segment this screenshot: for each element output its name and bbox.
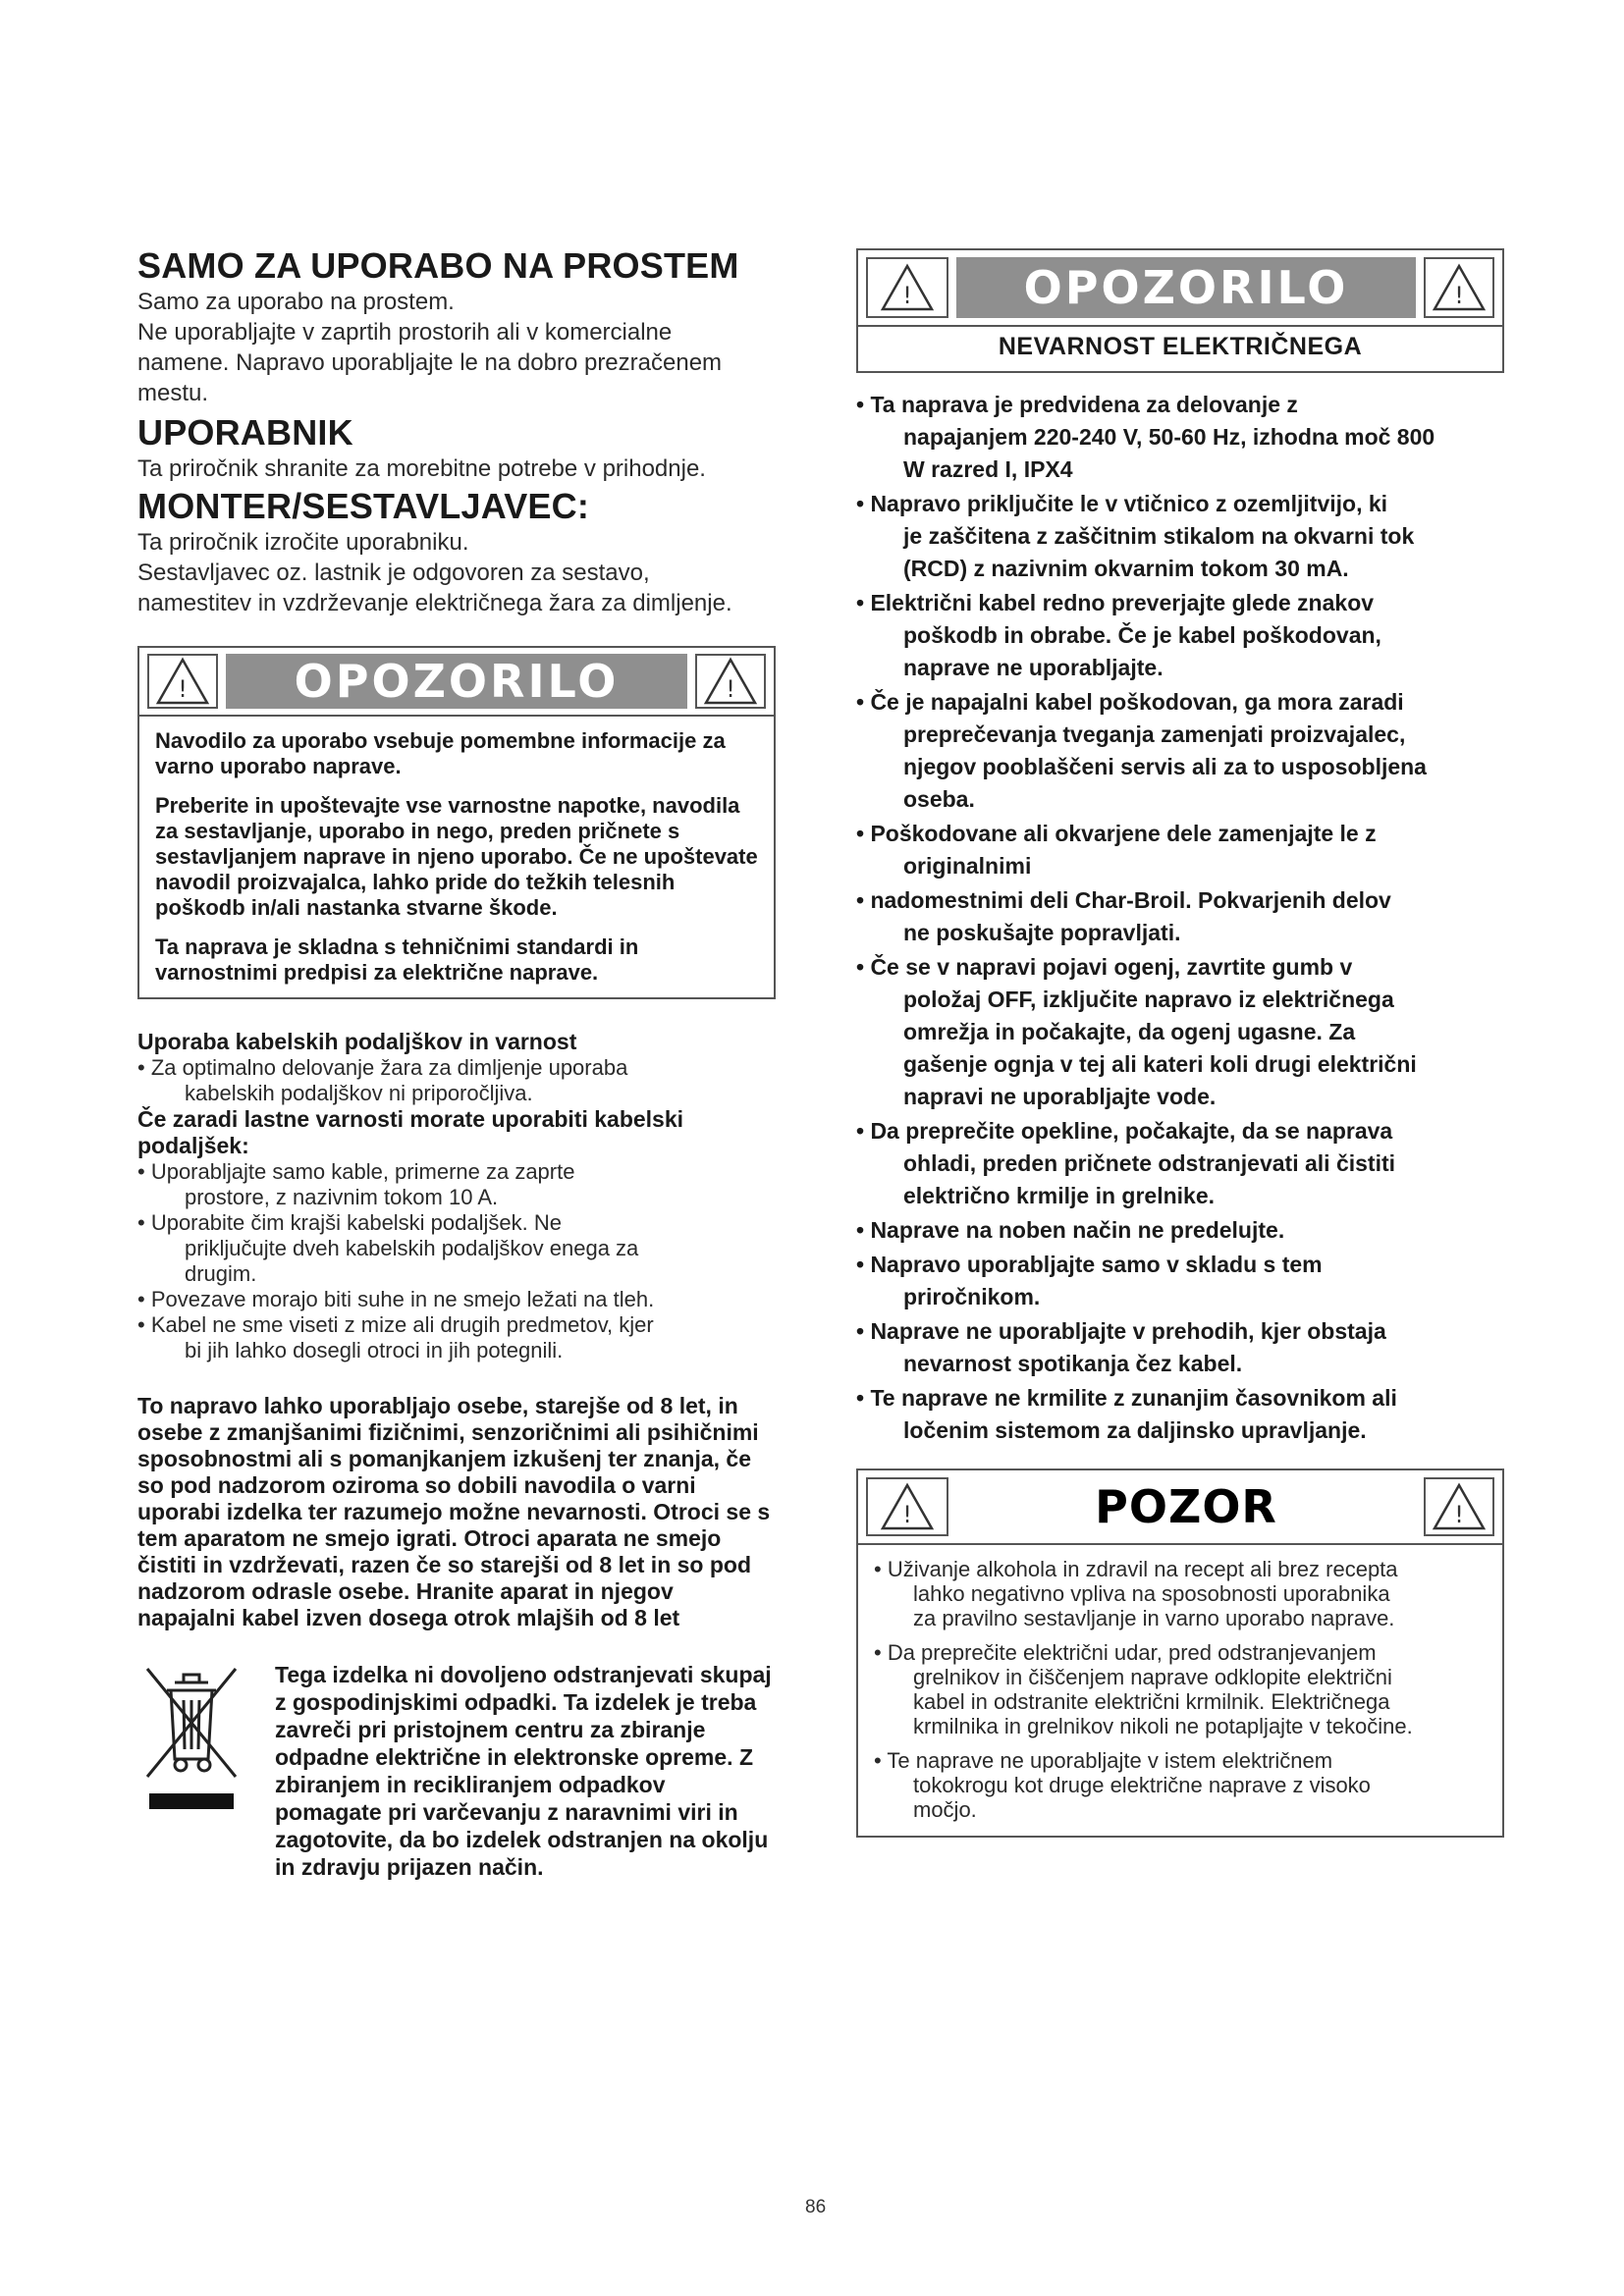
list-item-text: ločenim sistemom za daljinsko upravljanje. (903, 1417, 1367, 1443)
svg-text:!: ! (726, 675, 735, 703)
list-item-text: močjo. (913, 1797, 977, 1822)
heading-outdoor-use: SAMO ZA UPORABO NA PROSTEM (137, 245, 739, 286)
list-item-text: (RCD) z nazivnim okvarnim tokom 30 mA. (903, 556, 1349, 581)
list-item-text: • Električni kabel redno preverjajte glede znakov (856, 590, 1375, 615)
caution-title: POZOR (956, 1477, 1416, 1536)
list-item (856, 389, 1504, 486)
list-item-text: bi jih lahko dosegli otroci in jih potegnili. (185, 1338, 564, 1362)
list-item-text: priključujte dveh kabelskih podaljškov enega za (185, 1236, 639, 1260)
list-item-text: • Te naprave ne uporabljajte v istem električnem (874, 1748, 1333, 1773)
list-item-text: • Uživanje alkohola in zdravil na recept ali brez recepta (874, 1557, 1398, 1581)
age-restriction-paragraph: To napravo lahko uporabljajo osebe, starejše od 8 let, in osebe z zmanjšanimi fizičnimi, senzoričnimi ali psihičnimi sposobnostmi ali s pomanjkanjem izkušenj ter znanja, če so pod nadzorom oziroma so dobili navodila o varni uporabi izdelka ter razumejo možne nevarnosti. Otroci se s tem aparatom ne smejo igrati. Otroci aparata ne smejo čistiti in vzdrževati, razen če so starejši od 8 let in so pod nadzorom odrasle osebe. Hranite aparat in njegov napajalni kabel izven dosega otrok mlajših od 8 let (137, 1393, 771, 1630)
text-line: Sestavljavec oz. lastnik je odgovoren za sestavo, (137, 560, 650, 586)
list-item-text: • Ta naprava je predvidena za delovanje z (856, 392, 1298, 417)
list-item-text: lahko negativno vpliva na sposobnosti uporabnika (913, 1581, 1390, 1606)
list-item (137, 1055, 776, 1106)
list-item-text: preprečevanja tveganja zamenjati proizvajalec, (903, 721, 1406, 747)
warning-title: OPOZORILO (956, 257, 1416, 318)
list-item-text: gašenje ognja v tej ali kateri koli drugi električni (903, 1051, 1417, 1077)
list-item-text: • Naprave ne uporabljajte v prehodih, kjer obstaja (856, 1318, 1386, 1344)
list-item-text: tokokrogu kot druge električne naprave z visoko (913, 1773, 1371, 1797)
extension-cord-section (137, 1029, 776, 1363)
page-number: 86 (805, 2197, 827, 2217)
list-item-text: • Če se v napravi pojavi ogenj, zavrtite gumb v (856, 954, 1353, 980)
list-item (856, 1115, 1504, 1212)
warning-triangle-icon (1424, 1477, 1494, 1536)
list-item-text: je zaščitena z zaščitnim stikalom na okvarni tok (903, 523, 1415, 549)
electric-safety-list (856, 389, 1504, 1447)
text-line: Ta priročnik izročite uporabniku. (137, 529, 469, 556)
list-item-text: • Napravo uporabljajte samo v skladu s tem (856, 1252, 1323, 1277)
warning-paragraph: Navodilo za uporabo vsebuje pomembne informacije za varno uporabo naprave. (155, 728, 726, 778)
warning-triangle-icon (866, 1477, 948, 1536)
warning-body (139, 717, 774, 997)
list-item-text: grelnikov in čiščenjem naprave odklopite električni (913, 1665, 1392, 1689)
electric-warning-box (856, 248, 1504, 373)
list-item (856, 587, 1504, 684)
list-item-text: W razred I, IPX4 (903, 456, 1073, 482)
list-item-text: drugim. (185, 1261, 257, 1286)
list-item-text: naprave ne uporabljajte. (903, 655, 1164, 680)
svg-text:!: ! (1454, 282, 1464, 309)
list-item-text: za pravilno sestavljanje in varno uporabo naprave. (913, 1606, 1395, 1630)
list-item (856, 1315, 1504, 1380)
crossed-bin-icon (137, 1661, 245, 1881)
svg-text:!: ! (902, 282, 912, 309)
warning-triangle-icon (147, 654, 218, 709)
list-item-text: ohladi, preden pričnete odstranjevati ali čistiti (903, 1150, 1396, 1176)
list-item-text: ne poskušajte popravljati. (903, 920, 1181, 945)
extension-heading: Uporaba kabelskih podaljškov in varnost (137, 1029, 577, 1054)
list-item-text: kabel in odstranite električni krmilnik. Električnega (913, 1689, 1390, 1714)
list-item-text: kabelskih podaljškov ni priporočljiva. (185, 1081, 533, 1105)
list-item-text: • Te naprave ne krmilite z zunanjim časovnikom ali (856, 1385, 1397, 1411)
list-item-text: • Da preprečite opekline, počakajte, da se naprava (856, 1118, 1393, 1144)
list-item-text: krmilnika in grelnikov nikoli ne potapljajte v tekočine. (913, 1714, 1413, 1738)
svg-text:!: ! (178, 675, 188, 703)
text-line: namene. Napravo uporabljajte le na dobro prezračenem (137, 349, 723, 376)
warning-triangle-icon (695, 654, 766, 709)
extension-subheading: Če zaradi lastne varnosti morate uporabiti kabelski podaljšek: (137, 1106, 684, 1158)
list-item (874, 1557, 1490, 1630)
list-item (856, 884, 1504, 949)
list-item-text: • Uporabljajte samo kable, primerne za zaprte (137, 1159, 575, 1184)
list-item (137, 1287, 776, 1312)
text-line: Samo za uporabo na prostem. (137, 289, 455, 315)
list-item (874, 1748, 1490, 1822)
list-item (874, 1640, 1490, 1738)
svg-text:!: ! (902, 1501, 912, 1528)
list-item-text: omrežja in počakajte, da ogenj ugasne. Za (903, 1019, 1356, 1044)
warning-subtitle: NEVARNOST ELEKTRIČNEGA (998, 333, 1363, 360)
list-item (856, 488, 1504, 585)
list-item (856, 1249, 1504, 1313)
right-column (856, 248, 1504, 1838)
list-item-text: • Uporabite čim krajši kabelski podaljšek. Ne (137, 1210, 562, 1235)
list-item (137, 1159, 776, 1210)
svg-text:!: ! (1454, 1501, 1464, 1528)
weee-text: Tega izdelka ni dovoljeno odstranjevati skupaj z gospodinjskimi odpadki. Ta izdelek je treba zavreči pri pristojnem centru za zbiranje odpadne električne in elektronske opreme. Z zbiranjem in recikliranjem odpadkov pomagate pri varčevanju z naravnimi viri in zagotovite, da bo izdelek odstranjen na okolju in zdravju prijazen način. (275, 1662, 772, 1880)
list-item-text: poškodb in obrabe. Če je kabel poškodovan, (903, 622, 1381, 648)
list-item-text: prostore, z nazivnim tokom 10 A. (185, 1185, 499, 1209)
text-line: mestu. (137, 380, 209, 406)
warning-banner (858, 250, 1502, 327)
caution-banner (858, 1470, 1502, 1545)
list-item-text: • Povezave morajo biti suhe in ne smejo ležati na tleh. (137, 1287, 655, 1311)
list-item-text: • Naprave na noben način ne predelujte. (856, 1217, 1285, 1243)
warning-banner (139, 648, 774, 717)
list-item-text: originalnimi (903, 853, 1032, 879)
warning-paragraph: Preberite in upoštevajte vse varnostne napotke, navodila za sestavljanje, uporabo in nego, preden pričnete s sestavljanjem naprave in njeno uporabo. Če ne upoštevate navodil proizvajalca, lahko pride do težkih telesnih poškodb in/ali nastanka stvarne škode. (155, 793, 758, 920)
warning-title: OPOZORILO (226, 654, 687, 709)
list-item-text: položaj OFF, izključite napravo iz električnega (903, 987, 1394, 1012)
list-item (856, 1382, 1504, 1447)
list-item-text: nevarnost spotikanja čez kabel. (903, 1351, 1243, 1376)
list-item-text: • Da preprečite električni udar, pred odstranjevanjem (874, 1640, 1377, 1665)
list-item-text: oseba. (903, 786, 975, 812)
caution-box (856, 1468, 1504, 1838)
heading-user: UPORABNIK (137, 412, 353, 453)
text-line: Ta priročnik shranite za morebitne potrebe v prihodnje. (137, 455, 706, 482)
list-item-text: priročnikom. (903, 1284, 1041, 1309)
left-column (137, 245, 776, 1881)
text-line: namestitev in vzdrževanje električnega žara za dimljenje. (137, 590, 732, 616)
list-item (856, 686, 1504, 816)
list-item-text: napravi ne uporabljajte vode. (903, 1084, 1217, 1109)
list-item (137, 1210, 776, 1287)
list-item-text: • nadomestnimi deli Char-Broil. Pokvarjenih delov (856, 887, 1391, 913)
list-item (856, 1214, 1504, 1247)
caution-body (858, 1545, 1502, 1836)
list-item-text: električno krmilje in grelnike. (903, 1183, 1216, 1208)
list-item-text: • Poškodovane ali okvarjene dele zamenjajte le z (856, 821, 1377, 846)
text-line: Ne uporabljajte v zaprtih prostorih ali v komercialne (137, 319, 673, 346)
list-item (856, 951, 1504, 1113)
list-item-text: napajanjem 220-240 V, 50-60 Hz, izhodna moč 800 (903, 424, 1435, 450)
warning-paragraph: Ta naprava je skladna s tehničnimi standardi in varnostnimi predpisi za električne naprave. (155, 934, 639, 985)
list-item-text: • Če je napajalni kabel poškodovan, ga mora zaradi (856, 689, 1404, 715)
weee-section (137, 1661, 776, 1881)
list-item-text: • Kabel ne sme viseti z mize ali drugih predmetov, kjer (137, 1312, 654, 1337)
list-item (137, 1312, 776, 1363)
warning-box (137, 646, 776, 999)
warning-triangle-icon (866, 257, 948, 318)
warning-triangle-icon (1424, 257, 1494, 318)
list-item-text: njegov pooblaščeni servis ali za to usposobljena (903, 754, 1427, 779)
heading-assembler: MONTER/SESTAVLJAVEC: (137, 486, 590, 526)
list-item-text: • Napravo priključite le v vtičnico z ozemljitvijo, ki (856, 491, 1388, 516)
list-item-text: • Za optimalno delovanje žara za dimljenje uporaba (137, 1055, 628, 1080)
list-item (856, 818, 1504, 882)
